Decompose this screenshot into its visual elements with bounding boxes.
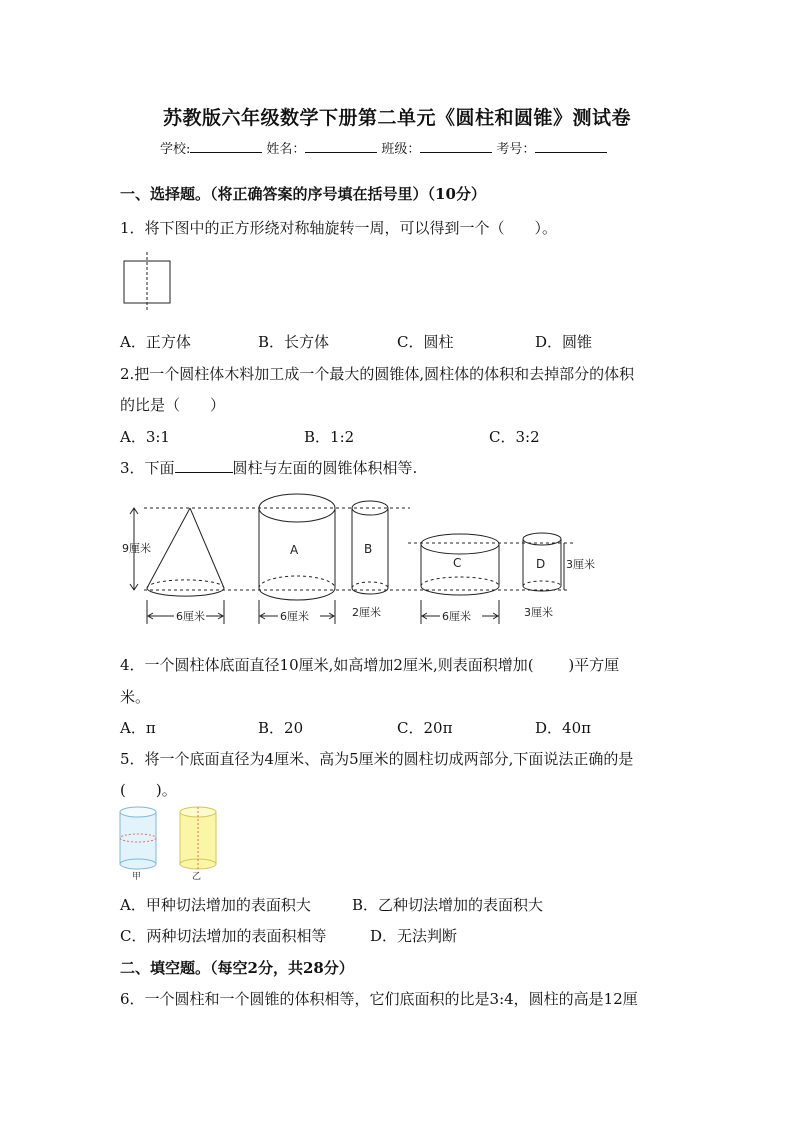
q2-text-line1: 2.把一个圆柱体木料加工成一个最大的圆锥体,圆柱体的体积和去掉部分的体积 [120,365,635,383]
q4-option-b[interactable]: B．20 [258,719,304,737]
student-info-line [160,138,611,157]
q1-option-c[interactable]: C．圆柱 [397,333,454,351]
q4-option-c[interactable]: C．20π [397,719,453,737]
q2-text-line2: 的比是（ ） [120,396,226,414]
cone-shape [147,508,224,596]
exam-no-blank[interactable] [535,140,607,153]
q2-option-a[interactable]: A．3:1 [120,428,170,446]
jia-label: 甲 [132,872,142,880]
q1-option-b[interactable]: B．长方体 [258,333,330,351]
exam-no-label: 考号： [496,142,536,157]
q3-cylinder-cone-figure [120,490,610,630]
cylinder-d-label: D [536,557,546,571]
school-label: 学校: [160,142,191,157]
q4-option-d[interactable]: D．40π [535,719,591,737]
q3-answer-blank[interactable] [175,458,233,473]
cylinder-jia-shape [120,807,156,869]
cylinder-a-label: A [290,543,299,557]
q3-suffix: 圆柱与左面的圆锥体积相等. [232,459,418,477]
cylinder-c-label: C [453,556,462,570]
yi-label: 乙 [192,872,202,880]
cylinder-yi-shape [180,807,216,869]
section-1-heading: 一、选择题。（将正确答案的序号填在括号里）（10分） [120,185,486,203]
page-title: 苏教版六年级数学下册第二单元《圆柱和圆锥》测试卷 [162,107,631,129]
q3-text [120,457,417,478]
cylinder-d-height-label: 3厘米 [566,558,595,571]
q6-text: 6．一个圆柱和一个圆锥的体积相等，它们底面积的比是3:4，圆柱的高是12厘 [120,990,638,1008]
section-2-heading: 二、填空题。（每空2分，共28分） [120,959,354,977]
q4-text-line1: 4．一个圆柱体底面直径10厘米,如高增加2厘米,则表面积增加( )平方厘 [120,656,620,674]
class-blank[interactable] [420,140,492,153]
name-label: 姓名： [266,142,306,157]
q4-option-a[interactable]: A．π [120,719,156,737]
class-label: 班级： [381,142,421,157]
q5-cylinders-figure [112,804,232,880]
q5-option-b[interactable]: B．乙种切法增加的表面积大 [352,896,544,914]
q1-text: 1．将下图中的正方形绕对称轴旋转一周，可以得到一个（ ）。 [120,219,558,237]
q1-option-d[interactable]: D．圆锥 [535,333,593,351]
cylinder-c-diameter-label: 6厘米 [442,610,471,623]
q1-square-figure [118,250,178,316]
q5-option-a[interactable]: A．甲种切法增加的表面积大 [120,896,311,914]
name-blank[interactable] [305,140,377,153]
cone-height-label: 9厘米 [122,542,151,555]
school-blank[interactable] [190,140,262,153]
q5-option-d[interactable]: D．无法判断 [370,927,458,945]
q4-text-line2: 米。 [120,688,151,706]
cylinder-b-diameter-label: 2厘米 [352,606,381,619]
q2-option-b[interactable]: B．1:2 [304,428,355,446]
cylinder-d-diameter-label: 3厘米 [524,606,553,619]
q5-text-line2: ( )。 [120,781,177,799]
cone-diameter-label: 6厘米 [176,610,205,623]
q2-option-c[interactable]: C．3:2 [489,428,540,446]
cylinder-a-diameter-label: 6厘米 [280,610,309,623]
q1-option-a[interactable]: A．正方体 [120,333,191,351]
q5-text-line1: 5．将一个底面直径为4厘米、高为5厘米的圆柱切成两部分,下面说法正确的是 [120,750,634,768]
cylinder-b-label: B [364,542,373,556]
q5-option-c[interactable]: C．两种切法增加的表面积相等 [120,927,327,945]
q3-prefix: 3．下面 [120,459,175,477]
